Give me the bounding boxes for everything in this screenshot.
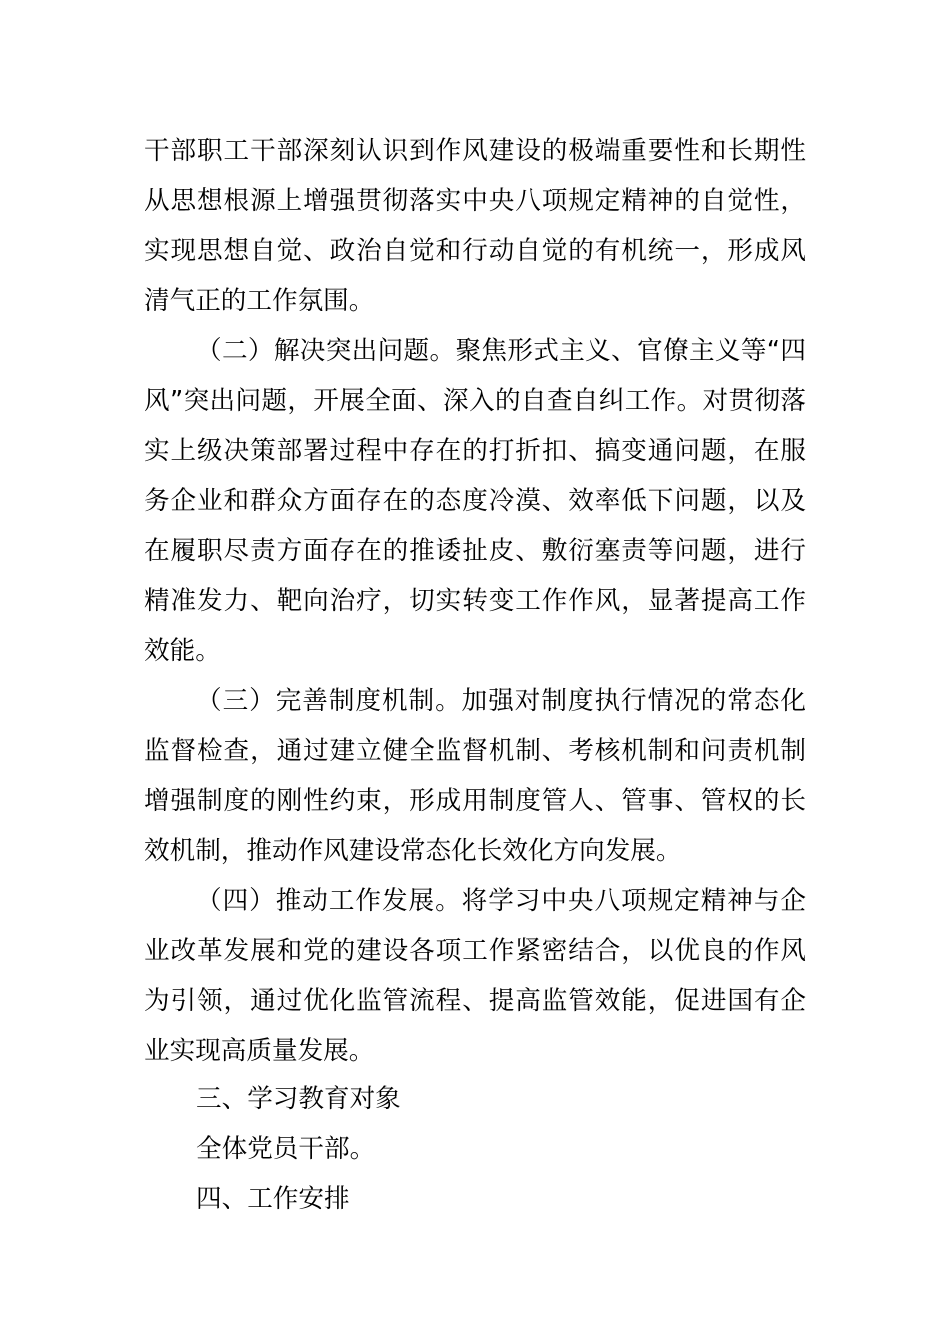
paragraph-line: 监督检查，通过建立健全监督机制、考核机制和问责机制 bbox=[144, 736, 806, 766]
paragraph-line: 干部职工干部深刻认识到作风建设的极端重要性和长期性 bbox=[144, 136, 806, 166]
paragraph-line: 实上级决策部署过程中存在的打折扣、搞变通问题，在服 bbox=[144, 436, 806, 466]
paragraph-line: 增强制度的刚性约束，形成用制度管人、管事、管权的长 bbox=[144, 786, 806, 816]
section-three-body: 全体党员干部。 bbox=[196, 1134, 376, 1164]
paragraph-line: （三）完善制度机制。加强对制度执行情况的常态化 bbox=[196, 686, 806, 716]
paragraph-line: 清气正的工作氛围。 bbox=[144, 286, 375, 316]
section-four-heading: 四、工作安排 bbox=[196, 1184, 350, 1214]
paragraph-line: 业改革发展和党的建设各项工作紧密结合，以优良的作风 bbox=[144, 936, 806, 966]
section-three-heading: 三、学习教育对象 bbox=[196, 1084, 401, 1114]
paragraph-line: （四）推动工作发展。将学习中央八项规定精神与企 bbox=[196, 886, 806, 916]
paragraph-line: 风”突出问题，开展全面、深入的自查自纠工作。对贯彻落 bbox=[144, 386, 806, 416]
paragraph-line: 在履职尽责方面存在的推诿扯皮、敷衍塞责等问题，进行 bbox=[144, 536, 806, 566]
paragraph-line: 实现思想自觉、政治自觉和行动自觉的有机统一，形成风 bbox=[144, 236, 806, 266]
paragraph-line: 精准发力、靶向治疗，切实转变工作作风，显著提高工作 bbox=[144, 586, 806, 616]
paragraph-line: 为引领，通过优化监管流程、提高监管效能，促进国有企 bbox=[144, 986, 806, 1016]
paragraph-line: 效机制，推动作风建设常态化长效化方向发展。 bbox=[144, 836, 682, 866]
paragraph-line: 从思想根源上增强贯彻落实中央八项规定精神的自觉性， bbox=[144, 186, 806, 216]
paragraph-line: 效能。 bbox=[144, 636, 221, 666]
paragraph-line: 业实现高质量发展。 bbox=[144, 1036, 375, 1066]
paragraph-line: 务企业和群众方面存在的态度冷漠、效率低下问题，以及 bbox=[144, 486, 806, 516]
paragraph-line: （二）解决突出问题。聚焦形式主义、官僚主义等“四 bbox=[196, 336, 806, 366]
